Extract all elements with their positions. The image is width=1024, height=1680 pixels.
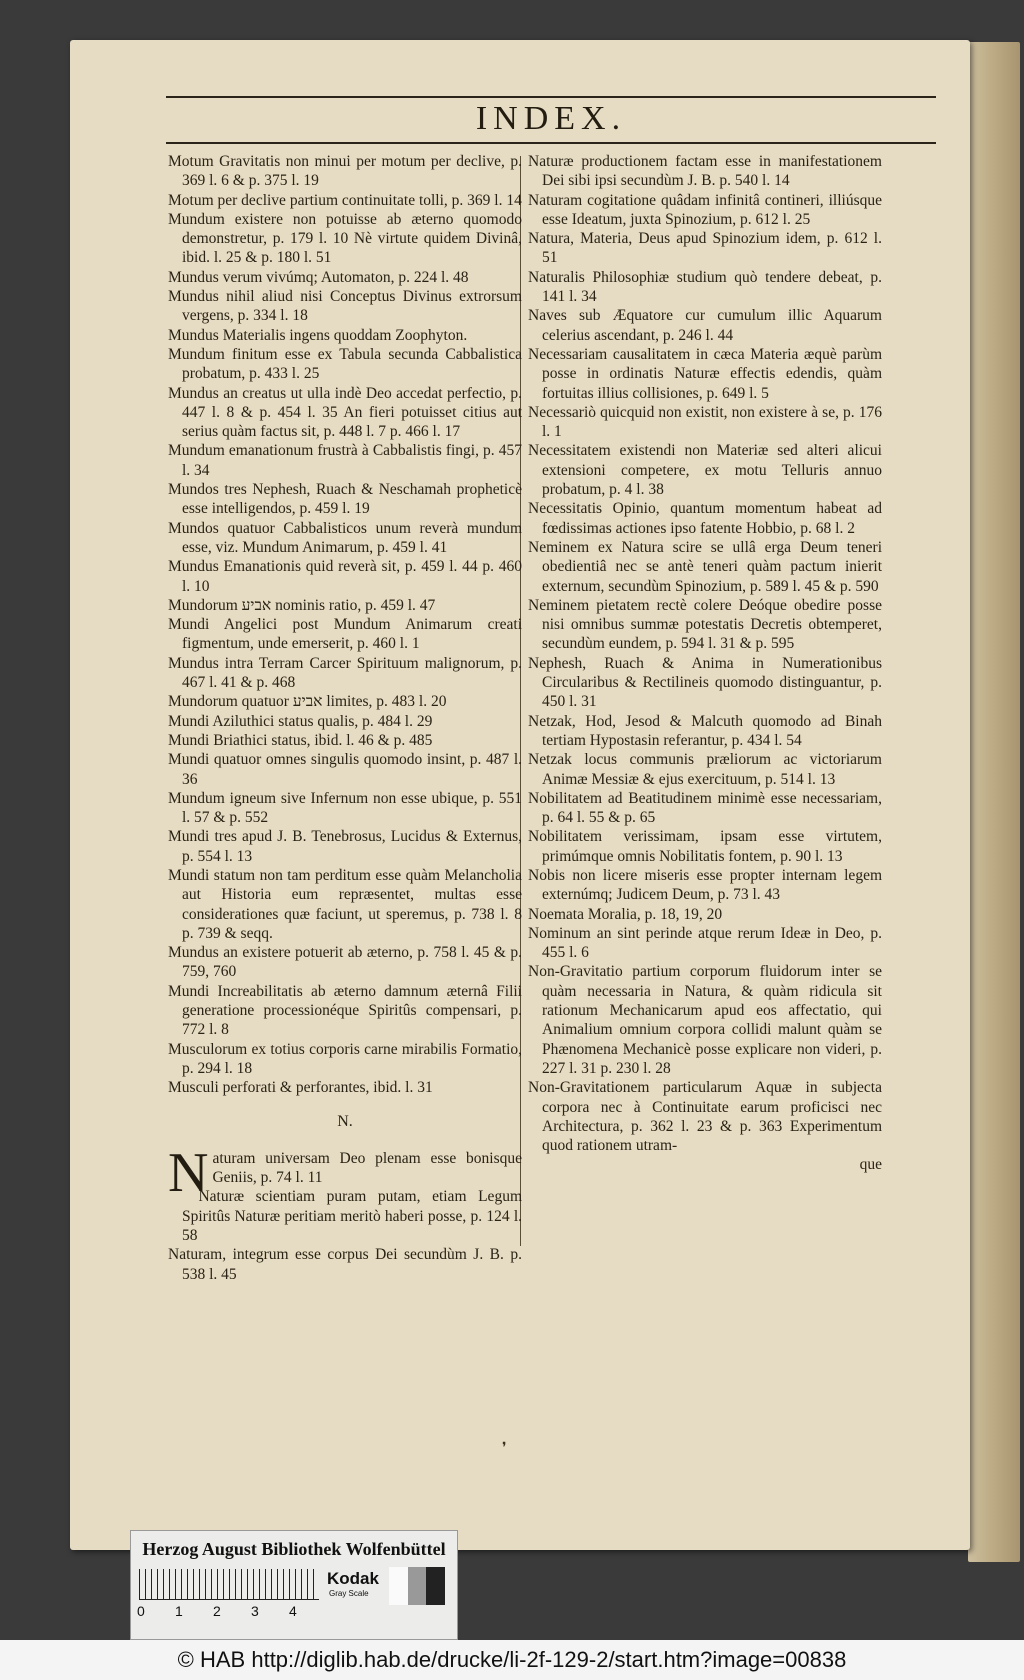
library-label — [130, 1530, 458, 1640]
scale-number: 2 — [213, 1603, 221, 1619]
index-entry: Noemata Moralia, p. 18, 19, 20 — [528, 905, 723, 923]
ruler-scale — [139, 1569, 319, 1600]
next-page-edge — [968, 42, 1020, 1562]
index-entry: Naturam cogitatione quâdam infinitâ contineri, illiúsque esse Ideatum, juxta Spinozium, p. 612 l. 25 — [528, 191, 882, 228]
index-entry: Mundos tres Nephesh, Ruach & Neschamah propheticè esse intelligendos, p. 459 l. 19 — [168, 481, 522, 518]
index-entry: Mundi Increabilitatis ab æterno damnum æternâ Filii generatione processionéque Spiritûs compensari, p. 772 l. 8 — [168, 982, 522, 1039]
index-entry-text: aturam universam Deo plenam esse bonisque Geniis, p. 74 l. 11 — [212, 1149, 522, 1187]
index-entry: Musculi perforati & perforantes, ibid. l. 31 — [168, 1079, 433, 1097]
index-entry: Mundus verum vivúmq; Automaton, p. 224 l. 48 — [168, 268, 469, 286]
scale-number: 0 — [137, 1603, 145, 1619]
index-entry: Mundus Materialis ingens quoddam Zoophyton. — [168, 326, 468, 344]
index-entry: Mundum finitum esse ex Tabula secunda Cabbalistica probatum, p. 433 l. 25 — [168, 345, 522, 383]
right-column — [528, 152, 882, 1175]
kodak-logo: Kodak — [327, 1569, 379, 1588]
left-column — [168, 152, 522, 1284]
index-entry: Neminem ex Natura scire se ullâ erga Deum teneri obedientiâ nec se antè teneri quàm pactum inierit externum, secundùm Spinozium, p. 589 l. 45 & p. 590 — [528, 538, 882, 595]
scale-number: 1 — [175, 1603, 183, 1619]
index-entry: Mundi Briathici status, ibid. l. 46 & p. 485 — [168, 731, 433, 749]
index-entry: Mundus Emanationis quid reverà sit, p. 459 l. 44 p. 460 l. 10 — [168, 558, 522, 595]
index-entry: Mundus an creatus ut ulla indè Deo accedat perfectio, p. 447 l. 8 & p. 454 l. 35 An fieri potuisset citius aut serius quàm factus sit, p. 448 l. 7 p. 466 l. 17 — [168, 384, 522, 441]
index-entry: Motum per declive partium continuitate tolli, p. 369 l. 14 — [168, 191, 522, 209]
index-entry: Naturæ productionem factam esse in manifestationem Dei sibi ipsi secundùm J. B. p. 540 l. 14 — [528, 153, 882, 190]
index-entry: Necessariò quicquid non existit, non existere à se, p. 176 l. 1 — [528, 403, 882, 441]
index-entry: Non-Gravitationem particularum Aquæ in subjecta corpora nec à Continuitate earum proficisci nec Architectura, p. 362 l. 23 & p. 363 Experimentum quod rationem utram- — [528, 1079, 882, 1155]
index-entry: Nominum an sint perinde atque rerum Ideæ in Deo, p. 455 l. 6 — [528, 924, 882, 962]
index-entry: Mundus intra Terram Carcer Spirituum malignorum, p. 467 l. 41 & p. 468 — [168, 654, 522, 692]
index-entry: Naturam, integrum esse corpus Dei secundùm J. B. p. 538 l. 45 — [168, 1246, 522, 1283]
section-letter: N. — [337, 1112, 353, 1130]
page-title: INDEX. — [475, 100, 627, 137]
index-entry-first — [168, 1141, 522, 1204]
copyright-footer: © HAB http://diglib.hab.de/drucke/li-2f-129-2/start.htm?image=00838 — [0, 1640, 1024, 1680]
index-entry: Mundi quatuor omnes singulis quomodo insint, p. 487 l. 36 — [168, 751, 522, 788]
index-entry: Mundum existere non potuisse ab æterno quomodo demonstretur, p. 179 l. 10 Nè virtute quidem Divinâ, ibid. l. 25 & p. 180 l. 51 — [168, 210, 522, 267]
catchword: que — [859, 1156, 882, 1174]
book-page — [70, 40, 970, 1550]
index-entry: Neminem pietatem rectè colere Deóque obedire posse nisi omnibus summæ potestatis Decretis obtemperet, secundùm eundem, p. 594 l. 31 & p. 595 — [528, 596, 882, 653]
index-entry: Netzak, Hod, Jesod & Malcuth quomodo ad Binah tertiam Hypostasin referantur, p. 434 l. 54 — [528, 712, 882, 749]
index-entry: Mundi statum non tam perditum esse quàm Melancholia aut Historia eum repræsentet, multas esse considerationes quæ faciunt, ut speremus, p. 738 l. 8 p. 739 & seqq. — [168, 866, 522, 942]
index-entry: Mundi Aziluthici status qualis, p. 484 l. 29 — [168, 712, 433, 730]
index-entry: Nephesh, Ruach & Anima in Numerationibus Circularibus & Rectilineis quomodo distinguantur, p. 450 l. 31 — [528, 654, 882, 711]
drop-cap: N — [168, 1141, 209, 1204]
index-entry: Non-Gravitatio partium corporum fluidorum inter se quàm necessaria in Natura, & quàm ridicula sit rationum Mechanicarum apud eos affectatio, qui Animalium omnium corpora collidi malunt quàm se Phænomena Mechanicè posse explicare non videri, p. 227 l. 31 p. 230 l. 28 — [528, 963, 882, 1077]
header-top-rule — [166, 96, 936, 98]
index-entry: Naturæ scientiam puram putam, etiam Legum Spiritûs Naturæ peritiam meritò haberi posse, p. 124 l. 58 — [182, 1188, 522, 1245]
index-entry: Necessitatis Opinio, quantum momentum habeat ad fœdissimas actiones ipso fatente Hobbio, p. 68 l. 2 — [528, 500, 882, 537]
index-entry: Mundorum quatuor אביע limites, p. 483 l. 20 — [168, 693, 447, 711]
scale-number: 4 — [289, 1603, 297, 1619]
index-entry: Musculorum ex totius corporis carne mirabilis Formatio, p. 294 l. 18 — [168, 1040, 522, 1077]
index-entry: Mundorum אביע nominis ratio, p. 459 l. 47 — [168, 596, 436, 614]
index-entry: Mundi tres apud J. B. Tenebrosus, Lucidus & Externus, p. 554 l. 13 — [168, 828, 522, 865]
index-entry: Naves sub Æquatore cur cumulum illic Aquarum celerius ascendant, p. 246 l. 44 — [528, 307, 882, 344]
index-entry: Mundum emanationum frustrà à Cabbalistis fingi, p. 457 l. 34 — [168, 442, 522, 479]
index-entry: Naturalis Philosophiæ studium quò tendere debeat, p. 141 l. 34 — [528, 268, 882, 306]
index-entry: Mundum igneum sive Infernum non esse ubique, p. 551 l. 57 & p. 552 — [168, 789, 522, 827]
index-entry: Motum Gravitatis non minui per motum per declive, p. 369 l. 6 & p. 375 l. 19 — [168, 153, 522, 190]
index-entry: Nobilitatem verissimam, ipsam esse virtutem, primúmque omnis Nobilitatis fontem, p. 90 l. 13 — [528, 828, 882, 865]
gray-scale-caption: Gray Scale — [329, 1589, 369, 1598]
scale-number: 3 — [251, 1603, 259, 1619]
library-name: Herzog August Bibliothek Wolfenbüttel — [142, 1539, 446, 1559]
index-entry: Mundi Angelici post Mundum Animarum creati figmentum, unde emerserit, p. 460 l. 1 — [168, 616, 522, 653]
index-entry: Necessariam causalitatem in cæca Materia æquè parùm posse in ordinatis Naturæ effectis edendis, quàm fortuitas illius collisiones, p. 649 l. 5 — [528, 345, 882, 402]
index-entry: Mundos quatuor Cabbalisticos unum reverà mundum esse, viz. Mundum Animarum, p. 459 l. 41 — [168, 519, 522, 556]
catchword-mark: ❜ — [502, 1441, 507, 1456]
gray-scale-patches — [389, 1567, 445, 1605]
index-entry: Mundus an existere potuerit ab æterno, p. 758 l. 45 & p. 759, 760 — [168, 944, 522, 981]
index-entry: Natura, Materia, Deus apud Spinozium idem, p. 612 l. 51 — [528, 230, 882, 267]
index-entry: Netzak locus communis præliorum ac victoriarum Animæ Messiæ & ejus exercituum, p. 514 l. 13 — [528, 751, 882, 788]
header-bottom-rule — [166, 142, 936, 144]
index-entry: Nobis non licere miseris esse propter internam legem externúmq; Judicem Deum, p. 73 l. 43 — [528, 866, 882, 904]
index-entry: Nobilitatem ad Beatitudinem minimè esse necessariam, p. 64 l. 55 & p. 65 — [528, 789, 882, 827]
index-entry: Mundus nihil aliud nisi Conceptus Divinus extrorsum vergens, p. 334 l. 18 — [168, 288, 522, 325]
index-entry: Necessitatem existendi non Materiæ sed alteri alicui extensioni competere, ex motu Telluris annuo probatum, p. 4 l. 38 — [528, 442, 882, 499]
